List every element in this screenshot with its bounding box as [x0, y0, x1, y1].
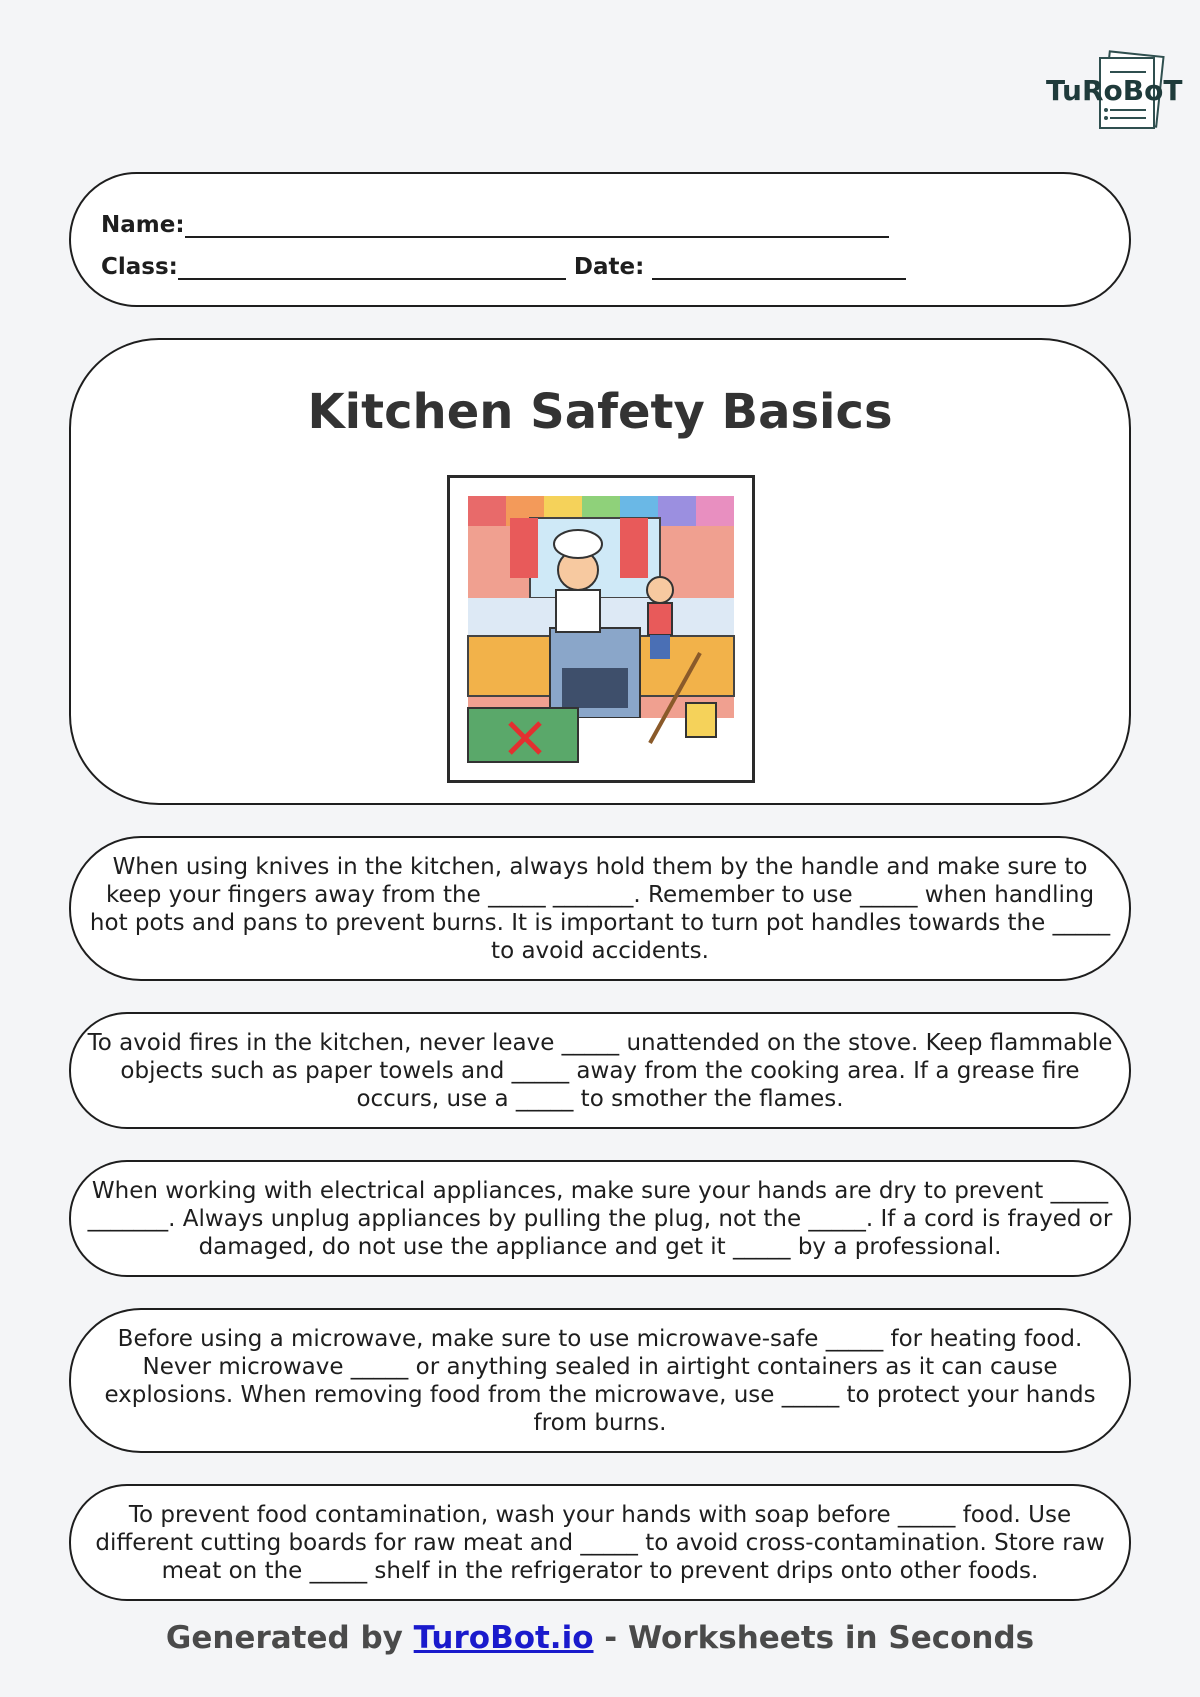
- footer-suffix: - Worksheets in Seconds: [593, 1620, 1035, 1656]
- class-date-row: [101, 254, 906, 280]
- turobot-link[interactable]: TuroBot.io: [413, 1620, 594, 1656]
- class-blank[interactable]: [178, 256, 566, 280]
- date-label: Date:: [573, 254, 645, 280]
- paragraph-text: To prevent food contamination, wash your hands with soap before _____ food. Use different cutting boards for raw meat and _____ to avoid cross-contamination. Store raw meat on the _____ shelf in the refrigerator to prevent drips onto other foods.: [95, 1501, 1105, 1584]
- paragraph-box-electrical-safety: [69, 1160, 1131, 1277]
- name-row: [101, 212, 889, 238]
- worksheet-title: Kitchen Safety Basics: [307, 384, 893, 440]
- kitchen-scene-icon: [447, 475, 755, 783]
- name-blank[interactable]: [185, 214, 889, 238]
- name-label: Name:: [101, 212, 185, 238]
- class-label: Class:: [101, 254, 178, 280]
- paragraph-box-fire-safety: [69, 1012, 1131, 1129]
- logo-text: TuRoBoT: [1046, 74, 1183, 107]
- turobot-logo: [1044, 50, 1183, 136]
- date-blank[interactable]: [652, 256, 906, 280]
- paragraph-box-food-hygiene: [69, 1484, 1131, 1601]
- paragraph-text: When using knives in the kitchen, always hold them by the handle and make sure to keep your fingers away from the _____ _______. Remember to use _____ when handling hot pots and pans to prevent burns. It is important to turn pot handles towards the _____ to avoid accidents.: [89, 853, 1111, 964]
- title-box: [69, 338, 1131, 805]
- paragraph-box-microwave-safety: [69, 1308, 1131, 1453]
- paragraph-text: When working with electrical appliances, make sure your hands are dry to prevent _____ _______. Always unplug appliances by pulling the plug, not the _____. If a cord is frayed or damaged, do not use the appliance and get it _____ by a professional.: [87, 1177, 1113, 1260]
- footer-prefix: Generated by: [165, 1620, 414, 1656]
- paragraph-text: Before using a microwave, make sure to use microwave-safe _____ for heating food. Never microwave _____ or anything sealed in airtight containers as it can cause explosions. When removing food from the microwave, use _____ to protect your hands from burns.: [104, 1325, 1096, 1436]
- paragraph-text: To avoid fires in the kitchen, never leave _____ unattended on the stove. Keep flammable objects such as paper towels and _____ away from the cooking area. If a grease fire occurs, use a _____ to smother the flames.: [87, 1029, 1113, 1112]
- paragraph-box-knife-safety: [69, 836, 1131, 981]
- footer: [0, 1620, 1200, 1656]
- student-info-box: [69, 172, 1131, 307]
